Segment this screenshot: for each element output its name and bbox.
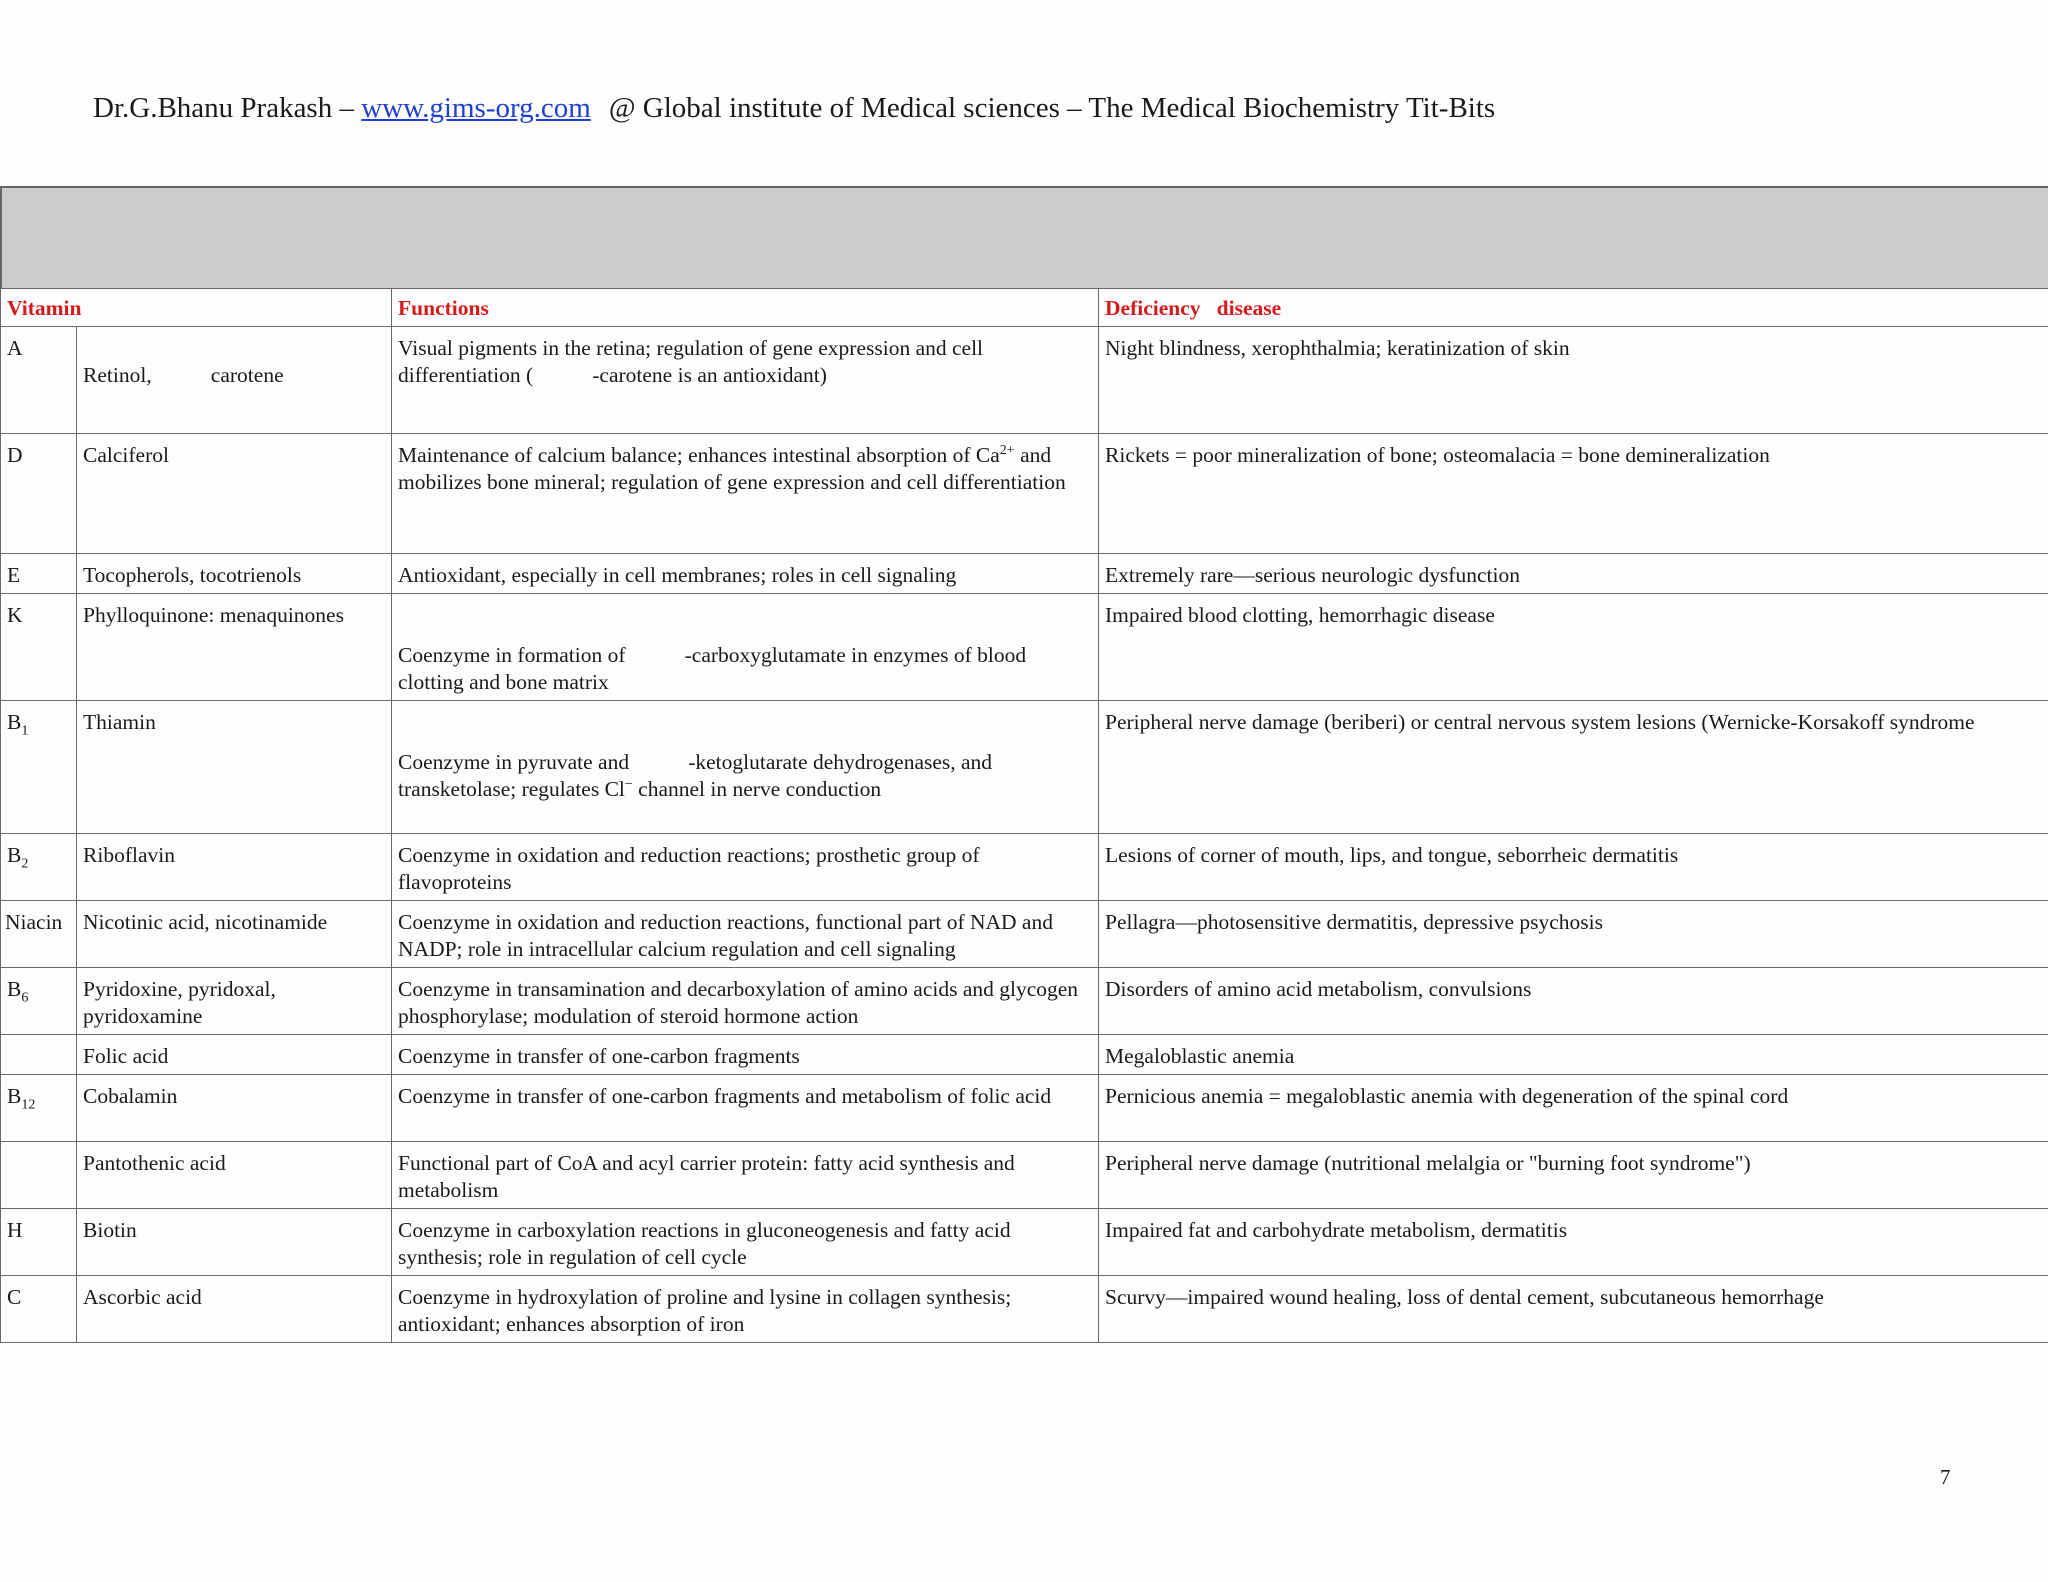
vitamin-function: Coenzyme in pyruvate and -ketoglutarate dehydrogenases, and transketolase; regulates Cl− channel in nerve conduction [392, 701, 1099, 834]
vitamin-function: Coenzyme in oxidation and reduction reactions; prosthetic group of flavoproteins [392, 834, 1099, 901]
vitamin-letter [1, 1142, 77, 1209]
vitamin-deficiency: Impaired blood clotting, hemorrhagic disease [1099, 594, 2048, 701]
header-functions: Functions [392, 289, 1099, 327]
table-row [1, 1276, 2048, 1343]
vitamin-name: Tocopherols, tocotrienols [77, 554, 392, 594]
vitamin-deficiency: Pellagra—photosensitive dermatitis, depressive psychosis [1099, 901, 2048, 968]
table-row [1, 594, 2048, 701]
vitamin-deficiency: Peripheral nerve damage (nutritional melalgia or "burning foot syndrome") [1099, 1142, 2048, 1209]
vitamin-letter: $B_{12}$ [1, 1075, 77, 1142]
table-banner [0, 186, 2048, 288]
table-header-row [1, 289, 2048, 327]
vitamin-letter: D [1, 434, 77, 554]
vitamin-function: Coenzyme in transfer of one-carbon fragments and metabolism of folic acid [392, 1075, 1099, 1142]
vitamin-function: Coenzyme in transfer of one-carbon fragments [392, 1035, 1099, 1075]
vitamin-letter: $B_1$ [1, 701, 77, 834]
vitamin-name: Folic acid [77, 1035, 392, 1075]
vitamin-deficiency: Pernicious anemia = megaloblastic anemia with degeneration of the spinal cord [1099, 1075, 2048, 1142]
vitamin-name: Nicotinic acid, nicotinamide [77, 901, 392, 968]
vitamin-deficiency: Scurvy—impaired wound healing, loss of dental cement, subcutaneous hemorrhage [1099, 1276, 2048, 1343]
vitamin-function: Coenzyme in hydroxylation of proline and lysine in collagen synthesis; antioxidant; enhances absorption of iron [392, 1276, 1099, 1343]
vitamin-function: Coenzyme in formation of -carboxyglutamate in enzymes of blood clotting and bone matrix [392, 594, 1099, 701]
table-row [1, 434, 2048, 554]
vitamin-name: Cobalamin [77, 1075, 392, 1142]
vitamin-name: Calciferol [77, 434, 392, 554]
header-deficiency: Deficiency disease [1099, 289, 2048, 327]
page-number: 7 [1940, 1465, 1951, 1489]
vitamin-letter: Niacin [1, 901, 77, 968]
vitamin-name: Retinol, carotene [77, 327, 392, 434]
page-header [93, 92, 1495, 125]
header-link[interactable]: www.gims-org.com [361, 92, 591, 124]
vitamin-name: Pantothenic acid [77, 1142, 392, 1209]
table-row [1, 1209, 2048, 1276]
vitamin-deficiency: Megaloblastic anemia [1099, 1035, 2048, 1075]
vitamin-function: Coenzyme in carboxylation reactions in gluconeogenesis and fatty acid synthesis; role in regulation of cell cycle [392, 1209, 1099, 1276]
table-row [1, 968, 2048, 1035]
vitamin-name: Riboflavin [77, 834, 392, 901]
vitamin-deficiency: Lesions of corner of mouth, lips, and tongue, seborrheic dermatitis [1099, 834, 2048, 901]
vitamin-name: Phylloquinone: menaquinones [77, 594, 392, 701]
vitamin-letter: H [1, 1209, 77, 1276]
vitamin-function: Maintenance of calcium balance; enhances intestinal absorption of $Ca^{2+}$ and mobilizes bone mineral; regulation of gene expression and cell differentiation [392, 434, 1099, 554]
table-row [1, 701, 2048, 834]
vitamin-table [0, 288, 2048, 1343]
vitamin-deficiency: Disorders of amino acid metabolism, convulsions [1099, 968, 2048, 1035]
vitamin-letter: K [1, 594, 77, 701]
vitamin-letter [1, 1035, 77, 1075]
vitamin-function: Functional part of CoA and acyl carrier protein: fatty acid synthesis and metabolism [392, 1142, 1099, 1209]
header-title: @ Global institute of Medical sciences – The Medical Biochemistry Tit-Bits [608, 92, 1496, 124]
vitamin-name: Pyridoxine, pyridoxal, pyridoxamine [77, 968, 392, 1035]
vitamin-deficiency: Night blindness, xerophthalmia; keratinization of skin [1099, 327, 2048, 434]
table-row [1, 901, 2048, 968]
vitamin-letter: A [1, 327, 77, 434]
vitamin-letter: $B_6$ [1, 968, 77, 1035]
vitamin-deficiency: Peripheral nerve damage (beriberi) or central nervous system lesions (Wernicke-Korsakoff syndrome [1099, 701, 2048, 834]
vitamin-function: Coenzyme in transamination and decarboxylation of amino acids and glycogen phosphorylase; modulation of steroid hormone action [392, 968, 1099, 1035]
vitamin-letter: $B_2$ [1, 834, 77, 901]
vitamin-name: Biotin [77, 1209, 392, 1276]
vitamin-function: Coenzyme in oxidation and reduction reactions, functional part of NAD and NADP; role in intracellular calcium regulation and cell signaling [392, 901, 1099, 968]
header-author: Dr.G.Bhanu Prakash – [93, 92, 354, 124]
vitamin-function: Visual pigments in the retina; regulation of gene expression and cell differentiation ( -carotene is an antioxidant) [392, 327, 1099, 434]
table-row [1, 554, 2048, 594]
table-row [1, 1075, 2048, 1142]
vitamin-letter: C [1, 1276, 77, 1343]
vitamin-deficiency: Rickets = poor mineralization of bone; osteomalacia = bone demineralization [1099, 434, 2048, 554]
table-row [1, 1142, 2048, 1209]
vitamin-deficiency: Extremely rare—serious neurologic dysfunction [1099, 554, 2048, 594]
table-row [1, 327, 2048, 434]
vitamin-letter: E [1, 554, 77, 594]
header-vitamin: Vitamin [1, 289, 392, 327]
vitamin-name: Thiamin [77, 701, 392, 834]
table-row [1, 834, 2048, 901]
vitamin-function: Antioxidant, especially in cell membranes; roles in cell signaling [392, 554, 1099, 594]
table-row [1, 1035, 2048, 1075]
vitamin-deficiency: Impaired fat and carbohydrate metabolism, dermatitis [1099, 1209, 2048, 1276]
vitamin-name: Ascorbic acid [77, 1276, 392, 1343]
